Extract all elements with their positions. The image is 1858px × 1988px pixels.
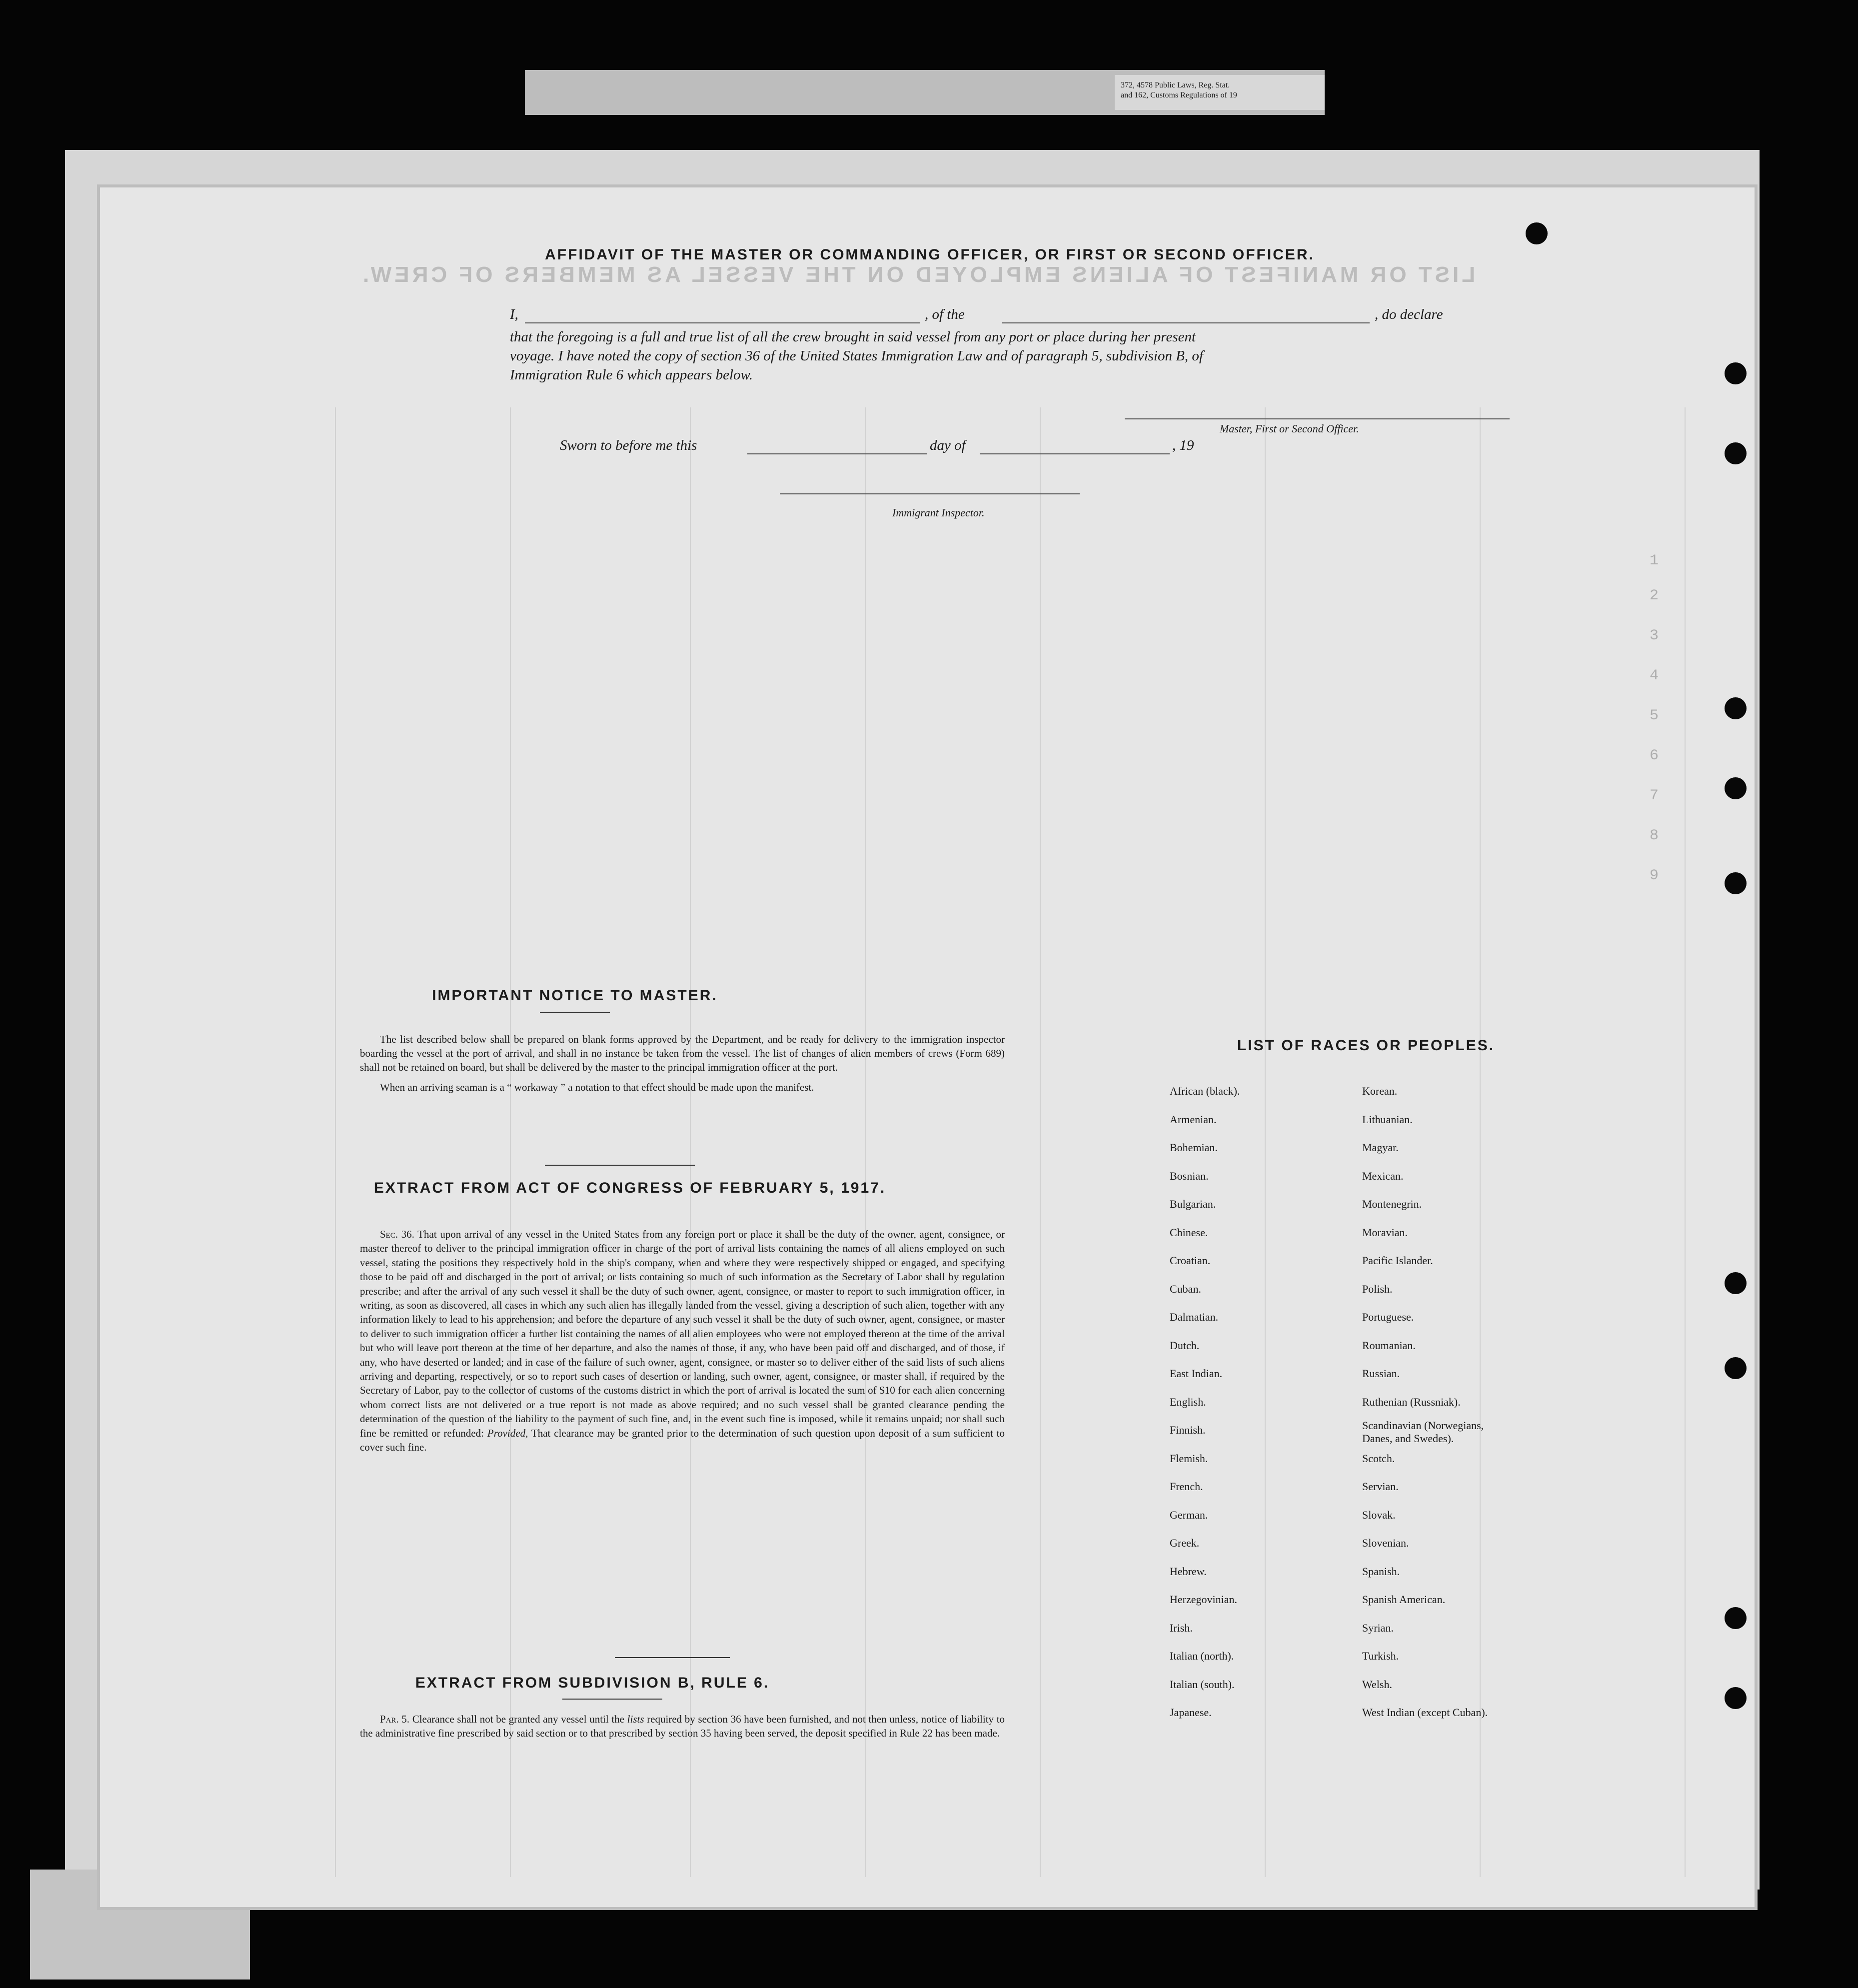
vessel-blank: [1002, 322, 1370, 323]
race-item: Polish.: [1362, 1282, 1393, 1295]
races-title: LIST OF RACES OR PEOPLES.: [1237, 1037, 1495, 1054]
punch-hole: [1526, 222, 1548, 244]
race-item: Greek.: [1170, 1537, 1200, 1549]
master-signature-label: Master, First or Second Officer.: [1220, 422, 1359, 435]
race-item: Bosnian.: [1170, 1169, 1209, 1182]
race-item: Korean.: [1362, 1085, 1398, 1097]
race-item: Dalmatian.: [1170, 1311, 1219, 1323]
row-number: 4: [1650, 667, 1659, 684]
inspector-label: Immigrant Inspector.: [892, 506, 985, 519]
race-item: West Indian (except Cuban).: [1362, 1706, 1488, 1719]
grid-column: [1265, 407, 1266, 1877]
race-item: Dutch.: [1170, 1339, 1200, 1352]
affidavit-body: [510, 327, 1530, 384]
race-item: Armenian.: [1170, 1113, 1217, 1126]
punch-hole: [1725, 1687, 1747, 1709]
race-item: Magyar.: [1362, 1141, 1399, 1154]
act-text: That upon arrival of any vessel in the United States from any foreign port or place it shall be the duty of the owner, agent, consignee, or master thereof to deliver to the principal immigration officer in charge of the port of arrival lists containing the names of all aliens employed on such vessel, stating the positions they respectively hold in the ship's company, when and where they were respectively shipped or engaged, and specifying those to be paid off and discharged in the port of arrival; or lists containing so much of such information as the Secretary of Labor shall by regulation prescribe; and after the arrival of any such vessel it shall be the duty of such owner, agent, consignee, or master to report to such immigration officer, in writing, as soon as discovered, all cases in which any such alien has illegally landed from the vessel, giving a description of such alien, together with any information likely to lead to his apprehension; and before the departure of any such vessel it shall be the duty of such owner, agent, consignee, or master to deliver to such immigration officer a further list containing the names of all alien employees who were not employed thereon at the time of the arrival but who will leave port thereon at the time of her departure, and also the names of those, if any, who have been paid off and discharged, and of those, if any, who have deserted or landed; and in case of the failure of such owner, agent, consignee, or master so to deliver either of the said lists of such aliens arriving and departing, respectively, or so to report such cases of desertion or landing, such owner, agent, consignee, or master shall, if required by the Secretary of Labor, pay to the collector of customs of the customs district in which the port of arrival is located the sum of $10 for each alien concerning whom correct lists are not delivered or a true report is not made as above required; and no such vessel shall be granted clearance pending the determination of the question of the liability to the payment of such fine, and, in the event such fine is imposed, while it remains unpaid; nor shall such fine be remitted or refunded:: [360, 1228, 1005, 1439]
sworn-day-blank: [747, 453, 927, 454]
affidavit-title: AFFIDAVIT OF THE MASTER OR COMMANDING OFFICER, OR FIRST OR SECOND OFFICER.: [545, 246, 1315, 263]
race-item: Moravian.: [1362, 1226, 1408, 1239]
sworn-line: [560, 437, 1260, 457]
race-item: Scandinavian (Norwegians, Danes, and Swedes).: [1362, 1419, 1484, 1445]
punch-hole: [1725, 1272, 1747, 1294]
rule-text-a: Clearance shall not be granted any vessel until the: [412, 1713, 625, 1725]
act-paragraph: [360, 1227, 1005, 1455]
grid-column: [690, 407, 691, 1877]
race-item: Portuguese.: [1362, 1311, 1414, 1323]
par-label: Par. 5.: [380, 1713, 410, 1725]
grid-column: [335, 407, 336, 1877]
rule-title-rule: [562, 1699, 662, 1700]
rule-title: EXTRACT FROM SUBDIVISION B, RULE 6.: [415, 1675, 770, 1691]
race-item: Herzegovinian.: [1170, 1593, 1237, 1606]
race-item: Slovak.: [1362, 1508, 1396, 1521]
race-item: Mexican.: [1362, 1169, 1404, 1182]
race-item: Cuban.: [1170, 1282, 1201, 1295]
affidavit-declaration-line: [510, 306, 1530, 326]
notice-title-rule: [540, 1012, 610, 1013]
race-item: Bohemian.: [1170, 1141, 1218, 1154]
act-title: EXTRACT FROM ACT OF CONGRESS OF FEBRUARY 5, 1917.: [373, 1180, 886, 1196]
row-number: 1: [1650, 552, 1659, 569]
punch-hole: [1725, 777, 1747, 799]
sworn-label: Sworn to before me this: [560, 437, 697, 453]
race-item: Scotch.: [1362, 1452, 1395, 1465]
race-item: Servian.: [1362, 1480, 1399, 1493]
race-item: Turkish.: [1362, 1650, 1399, 1662]
notice-title: IMPORTANT NOTICE TO MASTER.: [432, 987, 718, 1004]
act-text-end: That clearance may be granted prior to the determination of such question upon deposit of a sum sufficient to cover such fine.: [360, 1427, 1005, 1454]
race-item: French.: [1170, 1480, 1203, 1493]
punch-hole: [1725, 442, 1747, 464]
row-number: 9: [1650, 867, 1659, 884]
notice-paragraph: [360, 1032, 1005, 1094]
race-item: Russian.: [1362, 1367, 1400, 1380]
row-number: 8: [1650, 827, 1659, 844]
row-number: 2: [1650, 587, 1659, 604]
rule-paragraph: [360, 1712, 1005, 1740]
punch-hole: [1725, 872, 1747, 894]
affidavit-body-line: that the foregoing is a full and true list of all the crew brought in said vessel from any port or place during her present: [510, 329, 1196, 345]
tab-text-1: 372, 4578 Public Laws, Reg. Stat.: [1121, 81, 1230, 89]
lists-word: lists: [627, 1713, 644, 1725]
back-sheet-tab: [1115, 75, 1325, 110]
row-number: 5: [1650, 707, 1659, 724]
race-item: Finnish.: [1170, 1424, 1206, 1436]
race-item: Syrian.: [1362, 1621, 1394, 1634]
race-item: Pacific Islander.: [1362, 1254, 1433, 1267]
race-item: African (black).: [1170, 1085, 1240, 1097]
master-signature-line: [1125, 418, 1510, 419]
act-divider: [615, 1657, 730, 1658]
races-column-1: [1170, 1077, 1240, 1727]
inspector-signature-line: [780, 493, 1080, 494]
race-item: Italian (south).: [1170, 1678, 1235, 1691]
sec-label: Sec. 36.: [380, 1228, 414, 1240]
section-divider: [545, 1165, 695, 1166]
race-item: Japanese.: [1170, 1706, 1212, 1719]
race-item: Chinese.: [1170, 1226, 1208, 1239]
race-item: English.: [1170, 1395, 1206, 1408]
races-column-2: [1362, 1077, 1512, 1727]
affidavit-body-line: Immigration Rule 6 which appears below.: [510, 367, 753, 383]
row-number: 7: [1650, 787, 1659, 804]
bleed-through-title: LIST OR MANIFEST OF ALIENS EMPLOYED ON THE VESSEL AS MEMBERS OF CREW.: [360, 262, 1476, 287]
notice-text-1: The list described below shall be prepared on blank forms approved by the Department, and be ready for delivery to the immigration inspector boarding the vessel at the port of arrival, and shall in no instance be taken from the vessel. The list of changes of alien members of crews (Form 689) shall not be retained on board, but shall be delivered by the master to the principal immigration officer at the port.: [360, 1033, 1005, 1073]
grid-column: [1040, 407, 1041, 1877]
of-the-label: , of the: [925, 306, 965, 322]
race-item: Italian (north).: [1170, 1650, 1234, 1662]
grid-column: [865, 407, 866, 1877]
race-item: Spanish American.: [1362, 1593, 1446, 1606]
race-item: Lithuanian.: [1362, 1113, 1413, 1126]
name-blank: [525, 322, 920, 323]
race-item: Bulgarian.: [1170, 1198, 1216, 1210]
race-item: Hebrew.: [1170, 1565, 1207, 1578]
punch-hole: [1725, 697, 1747, 719]
race-item: Slovenian.: [1362, 1537, 1409, 1549]
race-item: Irish.: [1170, 1621, 1193, 1634]
manifest-page: [100, 187, 1755, 1907]
race-item: Welsh.: [1362, 1678, 1392, 1691]
do-declare-label: , do declare: [1375, 306, 1443, 322]
race-item: Ruthenian (Russniak).: [1362, 1395, 1461, 1408]
race-item: Spanish.: [1362, 1565, 1400, 1578]
race-item: German.: [1170, 1508, 1208, 1521]
race-item: Roumanian.: [1362, 1339, 1416, 1352]
grid-column: [1685, 407, 1686, 1877]
affidavit-body-line: voyage. I have noted the copy of section 36 of the United States Immigration Law and of paragraph 5, subdivision B, of: [510, 348, 1203, 364]
rule-text-b: required by section 36 have been furnished, and not then unless, notice of liability to the administrative fine prescribed by said section or to that prescribed by section 35 having been served, the deposit specified in Rule 22 has been made.: [360, 1713, 1005, 1739]
sworn-month-blank: [980, 453, 1170, 454]
race-item: Montenegrin.: [1362, 1198, 1422, 1210]
punch-hole: [1725, 1357, 1747, 1379]
race-item: East Indian.: [1170, 1367, 1223, 1380]
row-number: 6: [1650, 747, 1659, 764]
race-item: Flemish.: [1170, 1452, 1208, 1465]
punch-hole: [1725, 362, 1747, 384]
notice-text-2: When an arriving seaman is a “ workaway ” a notation to that effect should be made upon the manifest.: [380, 1081, 814, 1093]
i-label: I,: [510, 306, 518, 322]
day-of-label: day of: [930, 437, 966, 453]
punch-hole: [1725, 1607, 1747, 1629]
grid-column: [510, 407, 511, 1877]
provided-word: Provided,: [487, 1427, 528, 1439]
tab-text-2: and 162, Customs Regulations of 19: [1121, 91, 1237, 99]
race-item: Croatian.: [1170, 1254, 1211, 1267]
row-number: 3: [1650, 627, 1659, 644]
year-prefix-label: , 19: [1172, 437, 1194, 453]
